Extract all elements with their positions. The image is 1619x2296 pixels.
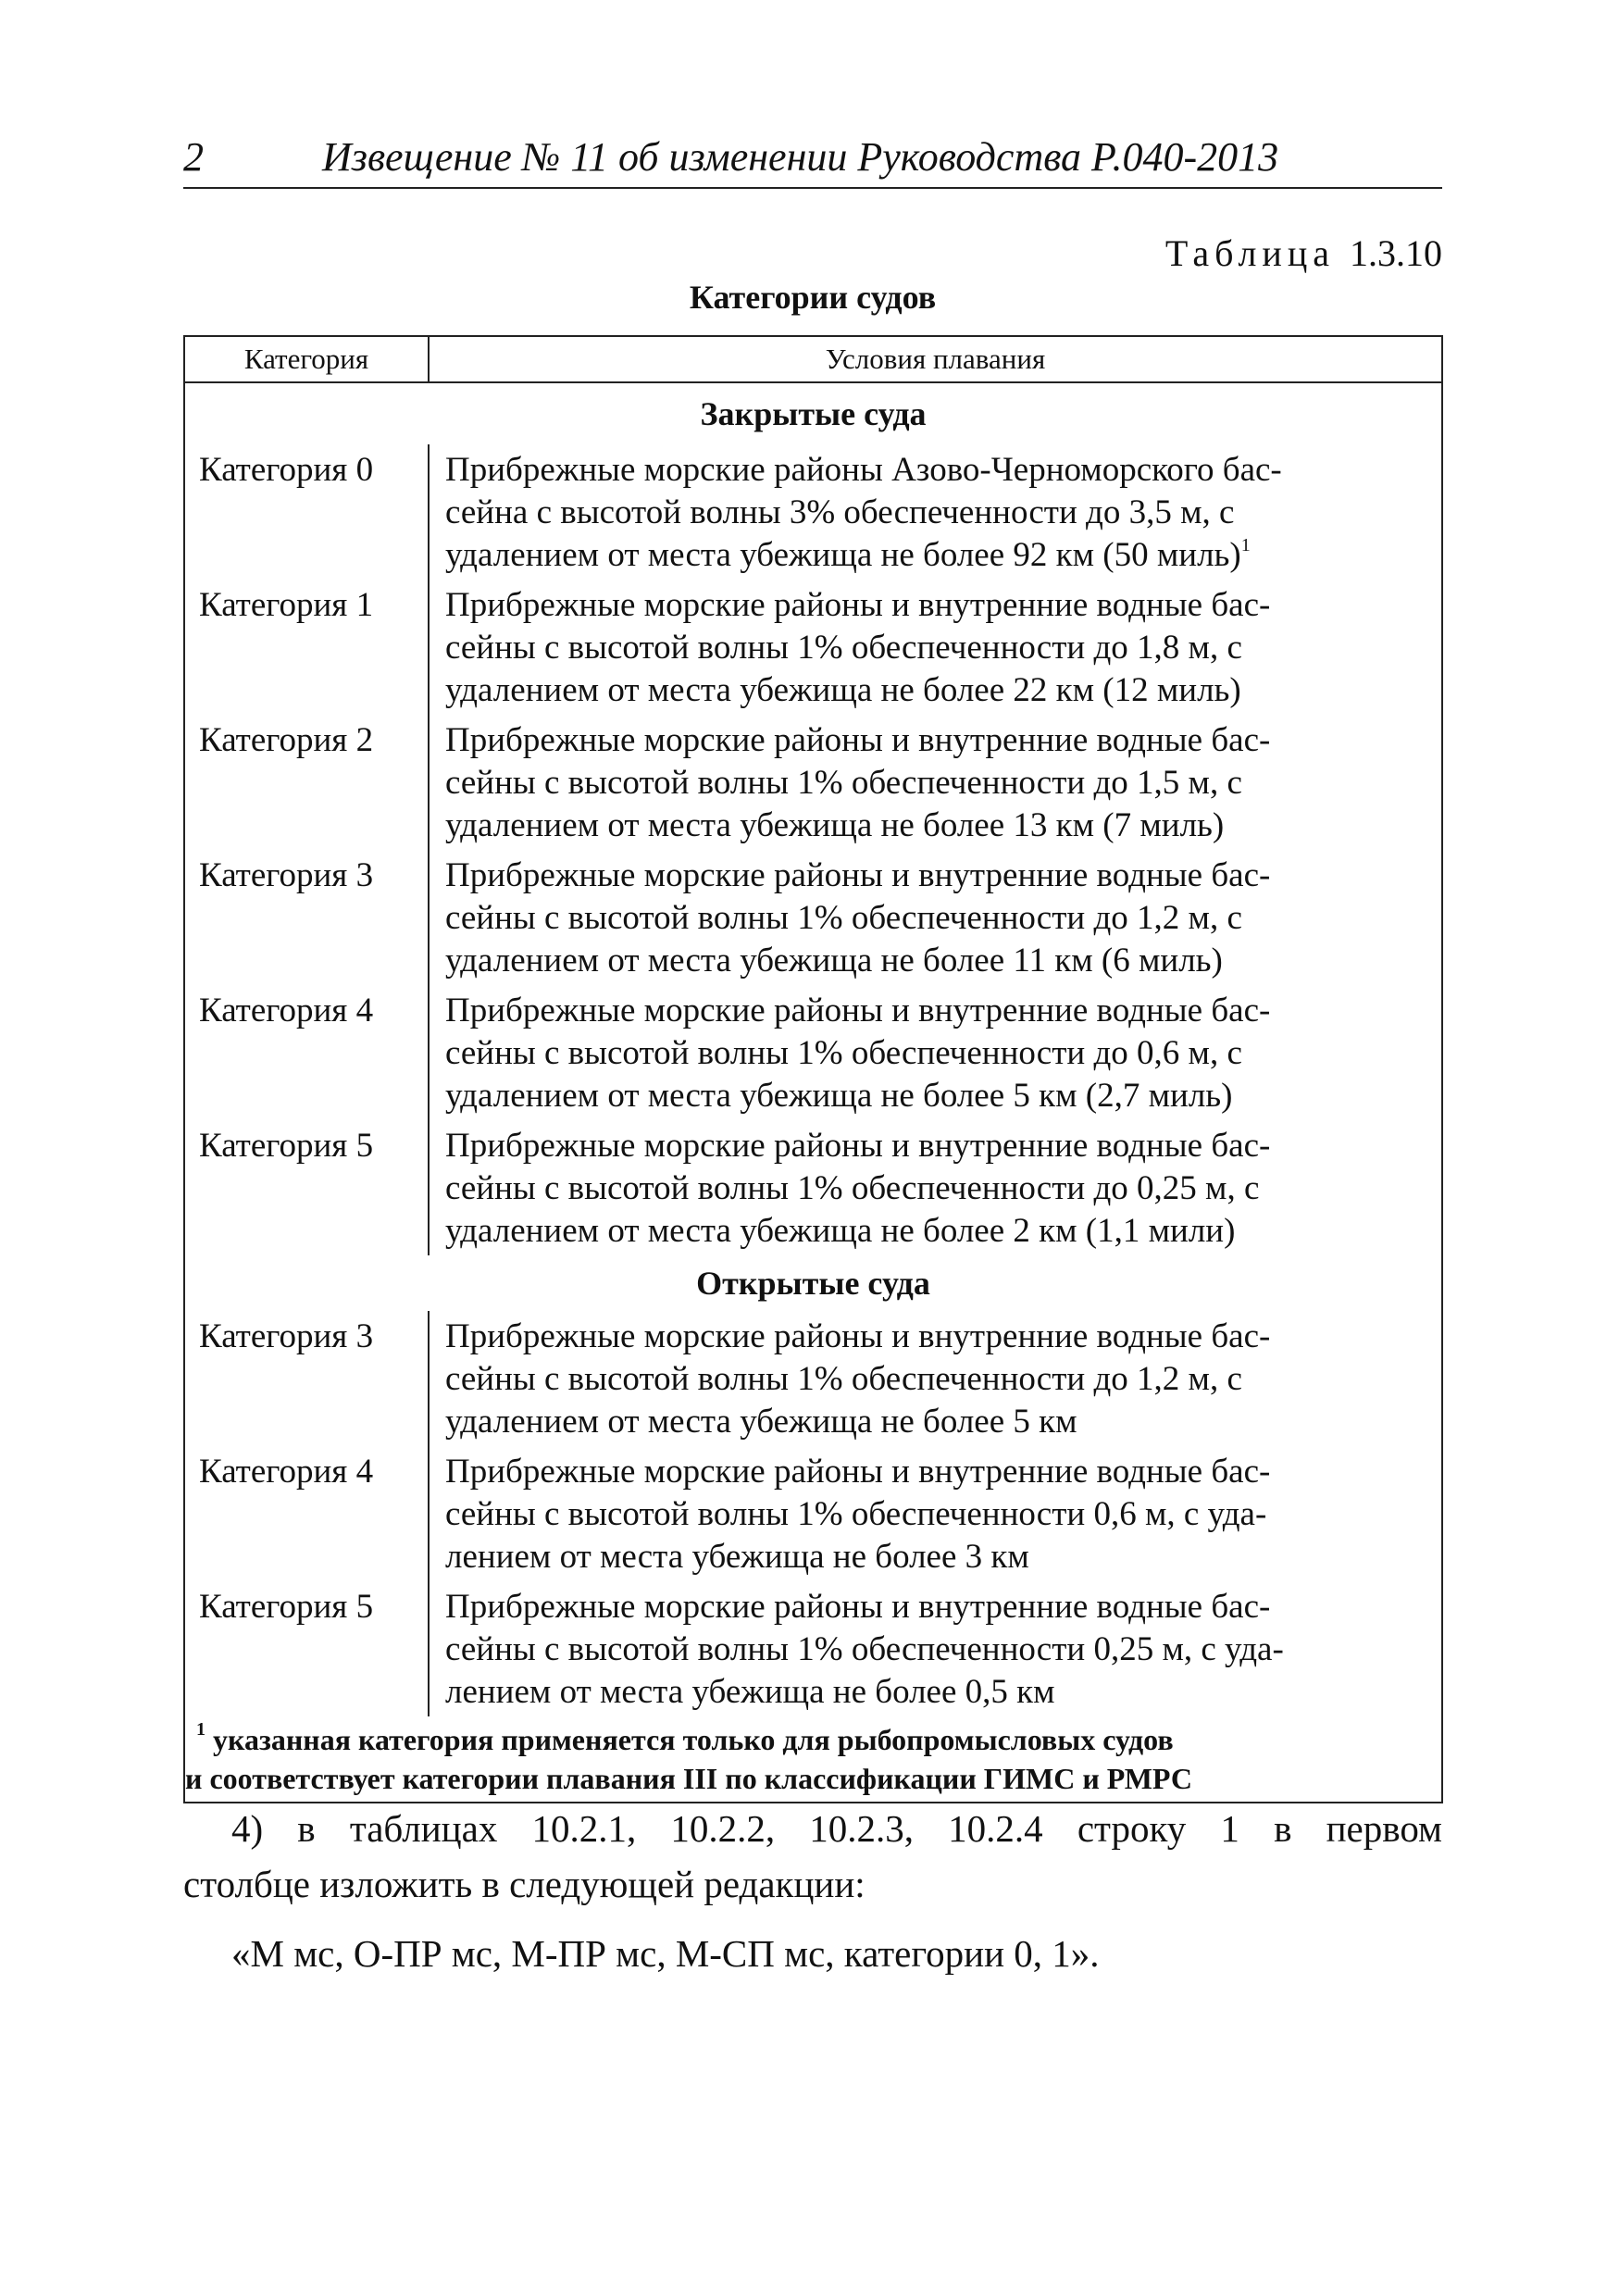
table-row: [184, 1311, 1442, 1446]
conditions-line-text: сейна с высотой волны 3% обеспеченности до 3,5 м, с: [445, 493, 1235, 531]
conditions-cell: [429, 850, 1442, 985]
conditions-line-text: Прибрежные морские районы и внутренние водные бас-: [445, 1127, 1271, 1165]
conditions-line: [445, 1125, 1432, 1167]
conditions-line: [445, 627, 1432, 669]
conditions-line: [445, 1210, 1432, 1253]
conditions-line: [445, 1316, 1432, 1358]
conditions-line: [445, 1586, 1432, 1628]
conditions-line-text: Прибрежные морские районы и внутренние водные бас-: [445, 1317, 1271, 1355]
section-row-closed: [184, 382, 1442, 444]
conditions-line-text: лением от места убежища не более 3 км: [445, 1538, 1029, 1576]
conditions-line: [445, 805, 1432, 847]
footnote-mark: 1: [196, 1719, 205, 1740]
conditions-line-text: сейны с высотой волны 1% обеспеченности до 1,2 м, с: [445, 899, 1242, 937]
conditions-line-text: сейны с высотой волны 1% обеспеченности до 1,2 м, с: [445, 1360, 1242, 1398]
paragraph-line: 4) в таблицах 10.2.1, 10.2.2, 10.2.3, 10.2.4 строку 1 в первом: [231, 1807, 1442, 1850]
column-header-category: Категория: [184, 336, 429, 382]
conditions-line-text: сейны с высотой волны 1% обеспеченности до 1,5 м, с: [445, 764, 1242, 802]
conditions-cell: [429, 1446, 1442, 1581]
conditions-cell: [429, 1120, 1442, 1255]
conditions-line-text: Прибрежные морские районы и внутренние водные бас-: [445, 1453, 1271, 1491]
conditions-line: [445, 584, 1432, 627]
conditions-line: [445, 669, 1432, 712]
conditions-line-text: сейны с высотой волны 1% обеспеченности до 0,25 м, с: [445, 1169, 1260, 1207]
conditions-cell: [429, 1581, 1442, 1716]
table-row: [184, 580, 1442, 715]
category-cell: Категория 5: [199, 1588, 374, 1626]
footnote-text: указанная категория применяется только для рыбопромысловых судов: [205, 1723, 1174, 1756]
table-label-word: Таблица: [1164, 232, 1335, 274]
conditions-line: [445, 1536, 1432, 1578]
category-cell: Категория 5: [199, 1127, 374, 1165]
conditions-line-text: удалением от места убежища не более 92 км (50 миль): [445, 536, 1241, 574]
page-header-title: Извещение № 11 об изменении Руководства Р.040-2013: [322, 134, 1279, 180]
conditions-line-text: удалением от места убежища не более 5 км (2,7 миль): [445, 1077, 1233, 1115]
footnote-mark: 1: [1240, 535, 1251, 555]
conditions-line: [445, 897, 1432, 940]
category-cell: Категория 2: [199, 721, 374, 759]
table-row: [184, 715, 1442, 850]
conditions-line: [445, 719, 1432, 762]
conditions-line: [445, 1358, 1432, 1401]
conditions-cell: [429, 1311, 1442, 1446]
table-header-row: [184, 336, 1442, 382]
category-cell: Категория 0: [199, 451, 374, 489]
conditions-line-text: Прибрежные морские районы и внутренние водные бас-: [445, 992, 1271, 1029]
conditions-line-text: Прибрежные морские районы Азово-Черноморского бас-: [445, 451, 1282, 489]
conditions-line: [445, 1628, 1432, 1671]
conditions-line-text: Прибрежные морские районы и внутренние водные бас-: [445, 586, 1271, 624]
footnote-line: и соответствует категории плавания III по классификации ГИМС и РМРС: [185, 1762, 1192, 1795]
conditions-line: [445, 1075, 1432, 1117]
conditions-cell: [429, 715, 1442, 850]
conditions-line: [445, 855, 1432, 897]
conditions-line-text: сейны с высотой волны 1% обеспеченности 0,6 м, с уда-: [445, 1495, 1267, 1533]
footnote-line: [185, 1720, 1441, 1759]
category-cell: Категория 1: [199, 586, 374, 624]
table-row: [184, 1446, 1442, 1581]
table-row: [184, 1120, 1442, 1255]
vessel-categories-table: [183, 335, 1443, 1803]
conditions-line: [445, 990, 1432, 1032]
conditions-line: [445, 940, 1432, 982]
conditions-line-text: удалением от места убежища не более 13 км (7 миль): [445, 806, 1225, 844]
conditions-line: [445, 449, 1432, 492]
category-cell: Категория 3: [199, 856, 374, 894]
conditions-line: [445, 1401, 1432, 1443]
conditions-line-text: сейны с высотой волны 1% обеспеченности 0,25 м, с уда-: [445, 1630, 1284, 1668]
conditions-cell: [429, 580, 1442, 715]
conditions-line: [445, 492, 1432, 534]
table-row: [184, 1581, 1442, 1716]
conditions-line: [445, 1671, 1432, 1714]
conditions-line-text: удалением от места убежища не более 22 км (12 миль): [445, 671, 1241, 709]
conditions-line-text: удалением от места убежища не более 5 км: [445, 1403, 1077, 1441]
conditions-line-text: Прибрежные морские районы и внутренние водные бас-: [445, 721, 1271, 759]
paragraph-line: столбце изложить в следующей редакции:: [183, 1863, 866, 1905]
table-caption: Категории судов: [689, 279, 937, 316]
section-title: Закрытые суда: [700, 395, 927, 432]
conditions-cell: [429, 444, 1442, 580]
category-cell: Категория 3: [199, 1317, 374, 1355]
conditions-line-text: Прибрежные морские районы и внутренние водные бас-: [445, 1588, 1271, 1626]
section-title: Открытые суда: [696, 1265, 930, 1302]
conditions-line-text: удалением от места убежища не более 2 км (1,1 мили): [445, 1212, 1236, 1250]
table-label: [926, 231, 1442, 275]
conditions-line-text: сейны с высотой волны 1% обеспеченности до 0,6 м, с: [445, 1034, 1242, 1072]
conditions-line-text: лением от места убежища не более 0,5 км: [445, 1673, 1055, 1711]
paragraph-quote: «М мс, О-ПР мс, М-ПР мс, М-СП мс, категории 0, 1».: [231, 1932, 1100, 1975]
conditions-line: [445, 1493, 1432, 1536]
table-row: [184, 444, 1442, 580]
category-cell: Категория 4: [199, 992, 374, 1029]
footnote-row: [184, 1716, 1442, 1803]
conditions-line: [445, 1451, 1432, 1493]
table-row: [184, 985, 1442, 1120]
column-header-conditions: Условия плавания: [429, 336, 1442, 382]
section-row-open: [184, 1255, 1442, 1311]
page-header: [183, 128, 1442, 189]
table-label-number: 1.3.10: [1350, 232, 1442, 274]
conditions-line: [445, 534, 1432, 577]
category-cell: Категория 4: [199, 1453, 374, 1491]
conditions-line: [445, 762, 1432, 805]
conditions-cell: [429, 985, 1442, 1120]
conditions-line-text: сейны с высотой волны 1% обеспеченности до 1,8 м, с: [445, 629, 1242, 667]
footnote-cell: [184, 1716, 1442, 1803]
conditions-line: [445, 1032, 1432, 1075]
paragraph-instruction: [183, 1801, 1442, 1912]
conditions-line: [445, 1167, 1432, 1210]
page-number: 2: [183, 134, 204, 180]
conditions-line-text: удалением от места убежища не более 11 км (6 миль): [445, 942, 1223, 980]
conditions-line-text: Прибрежные морские районы и внутренние водные бас-: [445, 856, 1271, 894]
table-row: [184, 850, 1442, 985]
